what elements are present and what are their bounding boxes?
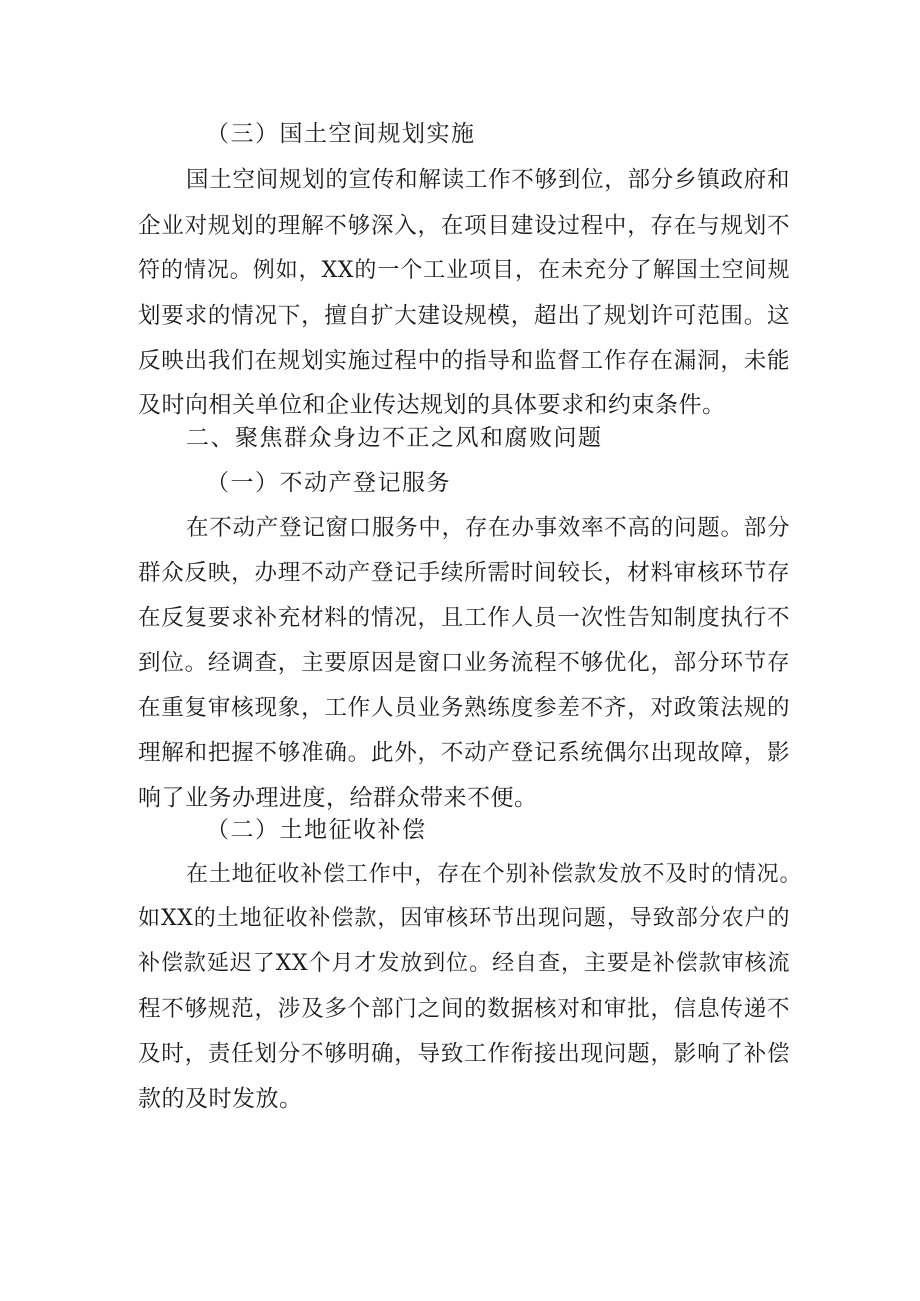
paragraph-line: 补偿款延迟了XX个月才发放到位。经自查，主要是补偿款审核流 <box>138 951 790 976</box>
paragraph-line: 款的及时发放。 <box>138 1086 303 1112</box>
paragraph-line: 及时向相关单位和企业传达规划的具体要求和约束条件。 <box>138 392 726 418</box>
paragraph-line: 群众反映，办理不动产登记手续所需时间较长，材料审核环节存 <box>138 560 790 586</box>
part-heading: 二、聚焦群众身边不正之风和腐败问题 <box>186 425 603 451</box>
paragraph-line: 如XX的土地征收补偿款，因审核环节出现问题，导致部分农户的 <box>138 906 790 931</box>
paragraph-line: 在土地征收补偿工作中，存在个别补偿款发放不及时的情况。 <box>186 862 802 887</box>
paragraph-line: 国土空间规划的宣传和解读工作不够到位，部分乡镇政府和 <box>186 167 790 193</box>
paragraph-line: 企业对规划的理解不够深入，在项目建设过程中，存在与规划不 <box>138 213 790 239</box>
paragraph-line: 在反复要求补充材料的情况，且工作人员一次性告知制度执行不 <box>138 605 790 631</box>
paragraph-line: 及时，责任划分不够明确，导致工作衔接出现问题，影响了补偿 <box>138 1041 790 1067</box>
section-heading-property-registration: （一）不动产登记服务 <box>206 470 451 496</box>
paragraph-line: 符的情况。例如，XX的一个工业项目，在未充分了解国土空间规 <box>138 258 790 283</box>
paragraph-line: 在不动产登记窗口服务中，存在办事效率不高的问题。部分 <box>186 515 790 541</box>
paragraph-line: 反映出我们在规划实施过程中的指导和监督工作存在漏洞，未能 <box>138 348 790 374</box>
section-heading-land-planning: （三）国土空间规划实施 <box>206 121 476 147</box>
paragraph-line: 程不够规范，涉及多个部门之间的数据核对和审批，信息传递不 <box>138 996 790 1022</box>
paragraph-line: 到位。经调查，主要原因是窗口业务流程不够优化，部分环节存 <box>138 650 790 676</box>
paragraph-line: 划要求的情况下，擅自扩大建设规模，超出了规划许可范围。这 <box>138 303 790 329</box>
paragraph-line: 在重复审核现象，工作人员业务熟练度参差不齐，对政策法规的 <box>138 695 790 721</box>
paragraph-line: 响了业务办理进度，给群众带来不便。 <box>138 785 538 811</box>
paragraph-line: 理解和把握不够准确。此外，不动产登记系统偶尔出现故障，影 <box>138 740 790 766</box>
section-heading-land-compensation: （二）土地征收补偿 <box>206 817 427 843</box>
